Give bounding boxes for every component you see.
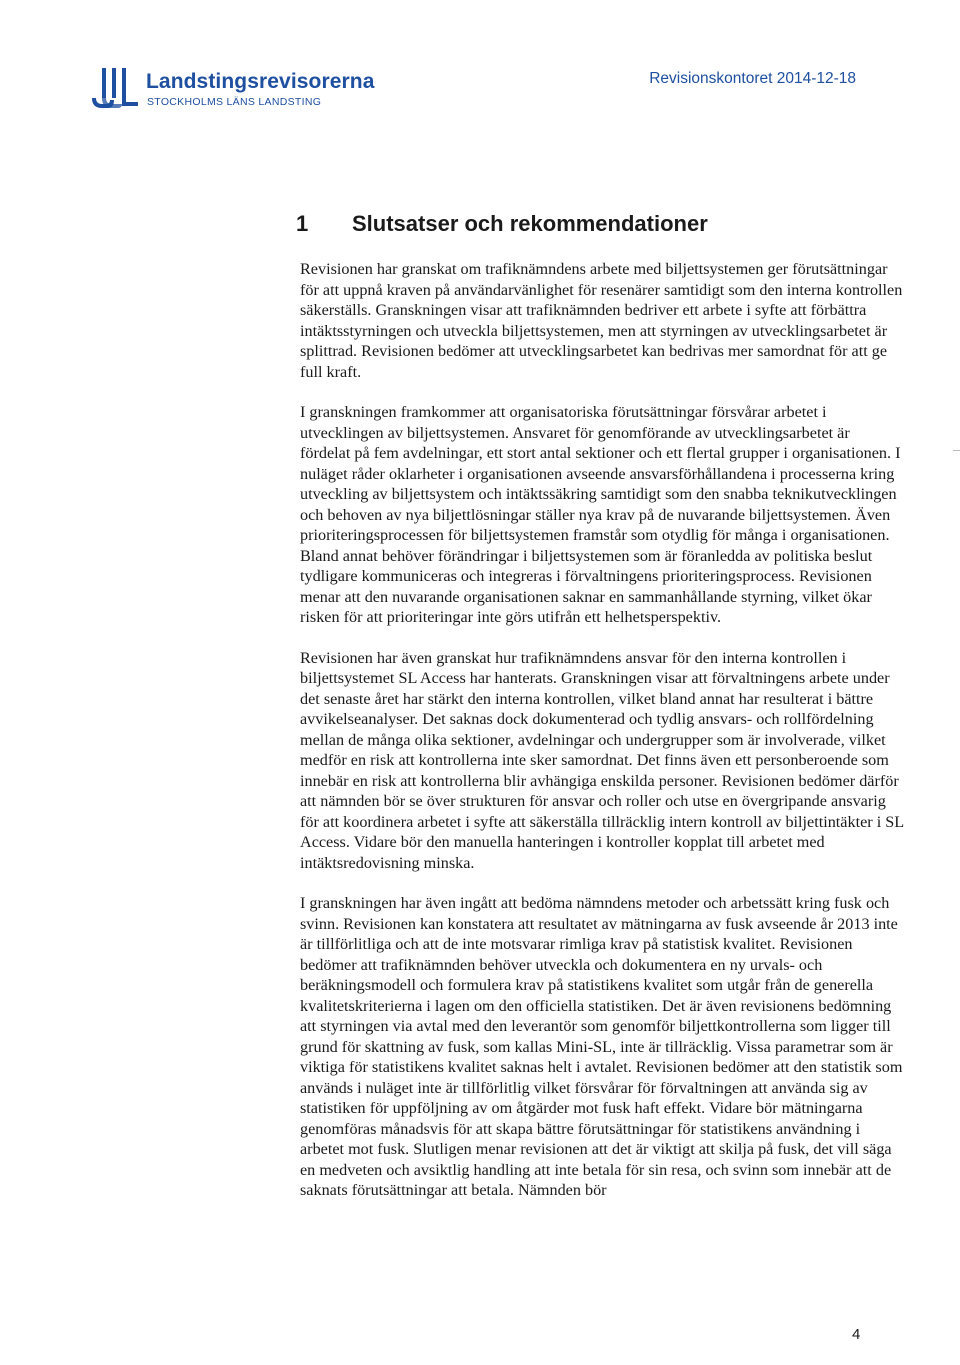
paragraph: I granskningen framkommer att organisatoriska förutsättningar försvårar arbetet i utvecklingen av biljettsystemen. Ansvaret för genomförande av utvecklingsarbetet är fördelat på fem avdelningar, ett stort antal sektioner och ett flertal grupper i organisationen. I nuläget råder oklarheter i organisationen avseende ansvarsförhållandena i processerna kring utveckling av biljettsystem och intäktssäkring samtidigt som den snabba teknikutvecklingen och behoven av nya biljettlösningar ställer nya krav på de nuvarande biljettsystemen. Även prioriteringsprocessen för biljettsystemen framstår som otydlig för många i organisationen. Bland annat behöver förändringar i biljettsystemen som är föranledda av politiska beslut tydligare kommuniceras och integreras i förvaltningens prioriteringsprocess. Revisionen menar att den nuvarande organisationen saknar en sammanhållande styrning, vilket ökar risken för att prioriteringar inte görs utifrån ett helhetsperspektiv. bbox=[300, 403, 901, 626]
section-title: Slutsatser och rekommendationer bbox=[352, 211, 708, 236]
org-name: Landstingsrevisorerna bbox=[146, 70, 375, 93]
section-heading bbox=[296, 211, 708, 237]
margin-mark bbox=[953, 450, 960, 451]
org-subtitle: STOCKHOLMS LÄNS LANDSTING bbox=[147, 96, 322, 108]
office-date: Revisionskontoret 2014-12-18 bbox=[649, 70, 856, 87]
section-number: 1 bbox=[296, 211, 309, 236]
paragraph: I granskningen har även ingått att bedöma nämndens metoder och arbetssätt kring fusk och svinn. Revisionen kan konstatera att resultatet av mätningarna av fusk avseende år 2013 inte är tillförlitliga och att de inte motsvarar rimliga krav på statistisk kvalitet. Revisionen bedömer att trafiknämnden behöver utveckla och dokumentera en ny urvals- och beräkningsmodell och formulera krav på statistikens kvalitet som utgår från de generella kvalitetskriterierna i lagen om den officiella statistiken. Det är även revisionens bedömning att styrningen via avtal med den leverantör som genomför biljettkontrollerna som ligger till grund för skattning av fusk, som kallas Mini-SL, inte är tillräcklig. Vissa parametrar som är viktiga för statistikens kvalitet saknas helt i avtalet. Revisionen bedömer att den statistik som används i nuläget inte är tillförlitlig vilket försvårar för förvaltningen att använda sig av statistiken för uppföljning av om åtgärder mot fusk haft effekt. Vidare bör mätningarna genomföras månadsvis för att skapa bättre förutsättningar för statistikens användning i arbetet mot fusk. Slutligen menar revisionen att det är viktigt att skilja på fusk, det vill säga en medveten och avsiktlig handling att inte betala för sin resa, och svinn som innebär att de saknats förutsättningar att betala. Nämnden bör bbox=[300, 894, 903, 1199]
paragraph: Revisionen har även granskat hur trafiknämndens ansvar för den interna kontrollen i biljettsystemet SL Access har hanterats. Granskningen visar att förvaltningens arbete under det senaste året har stärkt den interna kontrollen, vilket bland annat har resulterat i bättre avvikelseanalyser. Det saknas dock dokumenterad och tydlig ansvars- och rollfördelning mellan de många olika sektioner, avdelningar och undergrupper som är involverade, vilket medför en risk att kontrollerna inte sker samordnat. Det finns även ett personberoende som innebär en risk att kontrollerna blir avhängiga enskilda personer. Revisionen bedömer därför att nämnden bör se över strukturen för ansvar och roller och utse en övergripande ansvarig för att koordinera arbetet i syfte att säkerställa tillräcklig intern kontroll av biljettintäkter i SL Access. Vidare bör den manuella hanteringen i kontroller kopplat till arbetet med intäktsredovisning minska. bbox=[300, 648, 904, 872]
paragraph: Revisionen har granskat om trafiknämndens arbete med biljettsystemen ger förutsättningar för att uppnå kraven på användarvänlighet för resenärer samtidigt som den interna kontrollen säkerställs. Granskningen visar att trafiknämnden bedriver ett arbete i syfte att förbättra intäktsstyrningen och utveckla biljettsystemen, men att styrningen av utvecklingsarbetet är splittrad. Revisionen bedömer att utvecklingsarbetet kan bedrivas mer samordnat för att ge full kraft. bbox=[300, 260, 903, 381]
landstingsrevisorerna-logo-icon bbox=[92, 66, 140, 110]
page-number: 4 bbox=[852, 1326, 861, 1343]
body-text bbox=[300, 259, 904, 1221]
page-header bbox=[0, 0, 960, 130]
